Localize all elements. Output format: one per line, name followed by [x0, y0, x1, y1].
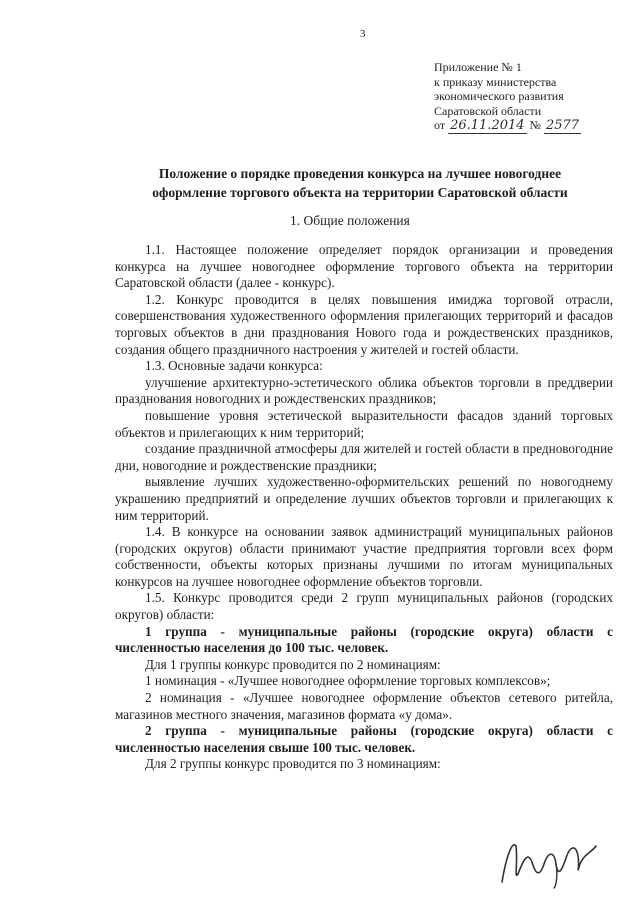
document-title	[120, 164, 600, 202]
appendix-block	[434, 60, 581, 134]
order-number: 2577	[545, 118, 580, 133]
title-line-2: оформление торгового объекта на территории Саратовской области	[152, 185, 568, 200]
appendix-date-line	[434, 118, 581, 134]
number-prefix: №	[529, 118, 541, 132]
paragraph: 1.2. Конкурс проводится в целях повышения имиджа торговой отрасли, совершенствования художественного оформления прилегающих территорий и фасадов торговых объектов в дни празднования Нового года и рождественских праздников, создания общего праздничного настроения у жителей и гостей области.	[115, 291, 613, 357]
paragraph: 1.1. Настоящее положение определяет порядок организации и проведения конкурса на лучшее новогоднее оформление торгового объекта на территории Саратовской области (далее - конкурс).	[115, 242, 613, 291]
appendix-line-1: Приложение № 1	[434, 60, 522, 74]
paragraph: 1 номинация - «Лучшее новогоднее оформление торговых комплексов»;	[145, 673, 551, 689]
appendix-line-3: экономического развития	[434, 89, 564, 103]
paragraph: Для 2 группы конкурс проводится по 3 номинациям:	[145, 756, 441, 772]
paragraph: 1.3. Основные задачи конкурса:	[145, 358, 323, 374]
appendix-line-2: к приказу министерства	[434, 74, 557, 89]
paragraph: Для 1 группы конкурс проводится по 2 номинациям:	[145, 656, 441, 672]
page-number: 3	[360, 28, 366, 40]
handwritten-signature	[496, 824, 606, 890]
title-line-1: Положение о порядке проведения конкурса на лучшее новогоднее	[158, 166, 562, 181]
order-date: 26.11.2014	[450, 118, 525, 133]
paragraph: 1 группа - муниципальные районы (городские округа) области с численностью населения до 100 тыс. человек.	[115, 623, 613, 656]
paragraph: выявление лучших художественно-оформительских решений по новогоднему украшению предприятий и определение лучших объектов торговли и прилегающих к ним территорий.	[115, 474, 613, 523]
paragraph: 1.5. Конкурс проводится среди 2 групп муниципальных районов (городских округов) области:	[115, 590, 613, 623]
paragraph: создание праздничной атмосферы для жителей и гостей области в предновогодние дни, новогодние и рождественские праздники;	[115, 441, 613, 473]
paragraph: улучшение архитектурно-эстетического облика объектов торговли в преддверии празднования новогодних и рождественских праздников;	[115, 374, 613, 407]
paragraph: 1.4. В конкурсе на основании заявок администраций муниципальных районов (городских округов) области принимают участие предприятия торговли всех форм собственности, объекты которых признаны лучшими по итогам муниципальных конкурсов на лучшее новогоднее оформление объектов торговли.	[115, 524, 613, 589]
paragraph: 2 номинация - «Лучшее новогоднее оформление объектов сетевого ритейла, магазинов местного значения, магазинов формата «у дома».	[115, 690, 613, 722]
paragraph: повышение уровня эстетической выразительности фасадов зданий торговых объектов и прилегающих к ним территорий;	[115, 407, 613, 440]
paragraph: 2 группа - муниципальные районы (городские округа) области с численностью населения свыше 100 тыс. человек.	[115, 723, 613, 755]
section-heading: 1. Общие положения	[290, 213, 410, 228]
document-body	[115, 242, 613, 773]
date-prefix: от	[434, 118, 446, 132]
appendix-line-4: Саратовской области	[434, 103, 542, 118]
